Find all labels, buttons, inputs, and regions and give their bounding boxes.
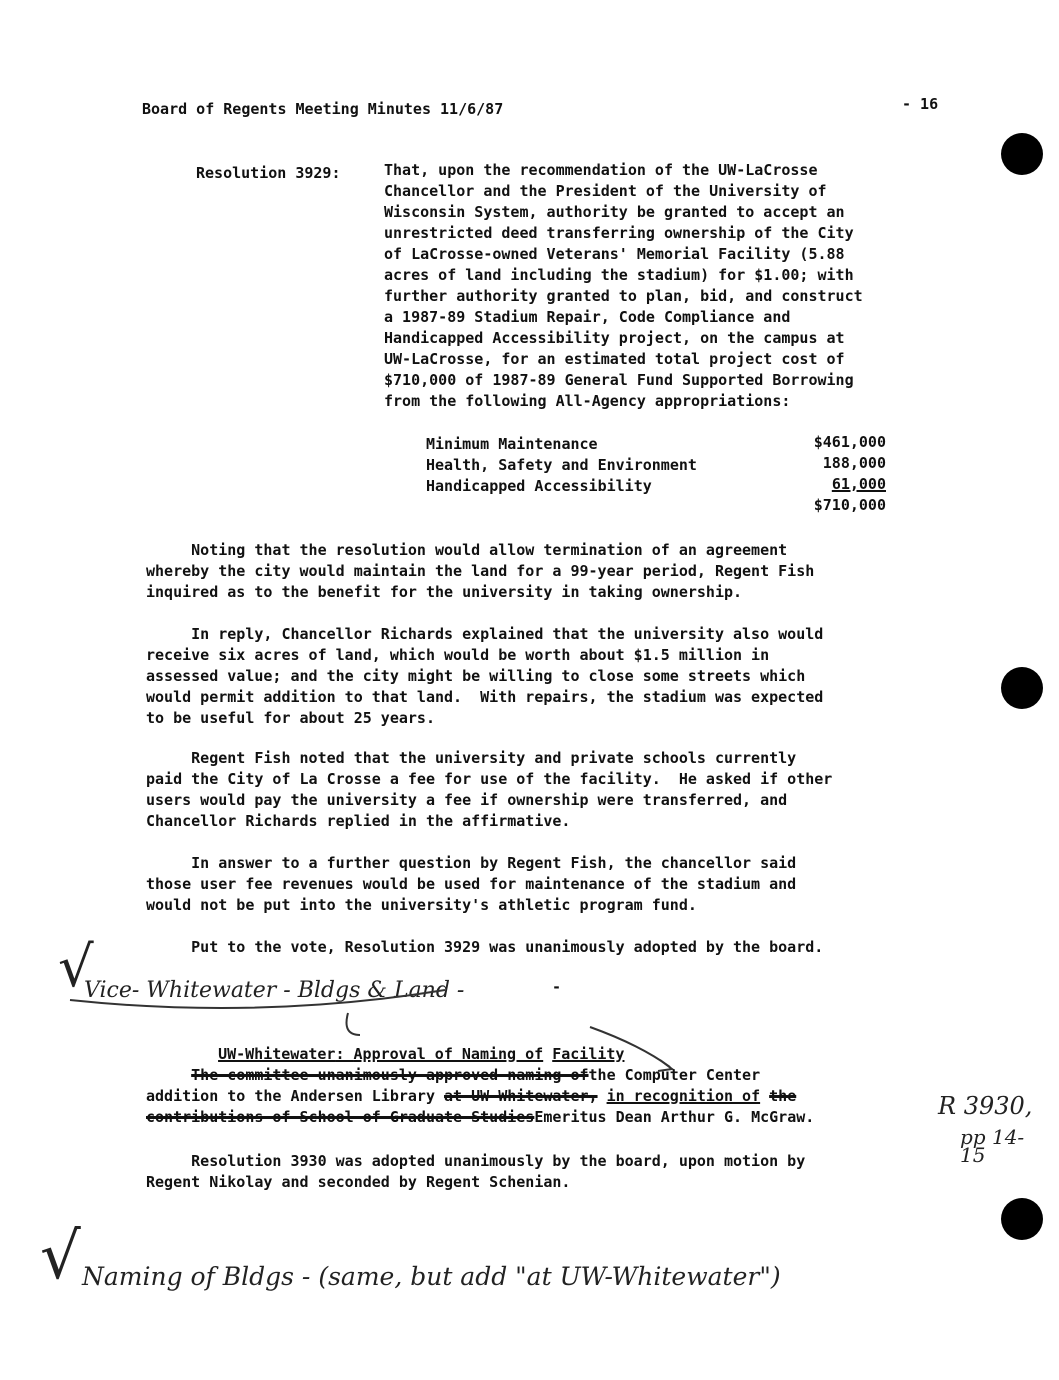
paragraph-line: would permit addition to that land. With repairs, the stadium was expected: [146, 688, 824, 706]
struck-whitewater: at UW-Whitewater,: [444, 1087, 598, 1105]
paragraph-line: assessed value; and the city might be willing to close some streets which: [146, 667, 806, 685]
resolution-line: Chancellor and the President of the University of: [384, 182, 827, 200]
paragraph-line: inquired as to the benefit for the university in taking ownership.: [146, 583, 743, 601]
heading-struck-facility: Facility: [552, 1045, 625, 1063]
struck-contributions: contributions of School of Graduate Studies: [146, 1108, 535, 1126]
resolution-line: of LaCrosse-owned Veterans' Memorial Facility (5.88: [384, 245, 845, 263]
stray-dash: -: [552, 978, 562, 996]
resolution-line: UW-LaCrosse, for an estimated total project cost of: [384, 350, 845, 368]
resolution-line: Wisconsin System, authority be granted to accept an: [384, 203, 845, 221]
paragraph-line: Chancellor Richards replied in the affirmative.: [146, 812, 571, 830]
punch-hole-middle: [1001, 667, 1043, 709]
paragraph-line: would not be put into the university's athletic program fund.: [146, 896, 697, 914]
resolution-line: unrestricted deed transferring ownership of the City: [384, 224, 854, 242]
resolution-line: from the following All-Agency appropriations:: [384, 392, 791, 410]
paragraph-line: Resolution 3930 was adopted unanimously by the board, upon motion by: [146, 1152, 806, 1170]
paragraph-line: whereby the city would maintain the land for a 99-year period, Regent Fish: [146, 562, 815, 580]
appropriation-amount: 188,000: [822, 454, 886, 472]
resolution-line: a 1987-89 Stadium Repair, Code Compliance and: [384, 308, 791, 326]
paragraph-line: In answer to a further question by Regent Fish, the chancellor said: [146, 854, 797, 872]
handwritten-note-naming: Naming of Bldgs - (same, but add "at UW-Whitewater"): [82, 1262, 781, 1291]
appropriation-total: $710,000: [813, 496, 886, 514]
paragraph-line: paid the City of La Crosse a fee for use of the facility. He asked if other: [146, 770, 833, 788]
handwritten-checkmark: √: [40, 1220, 81, 1294]
page-title: Board of Regents Meeting Minutes 11/6/87: [142, 100, 504, 118]
resolution-line: $710,000 of 1987-89 General Fund Supported Borrowing: [384, 371, 854, 389]
struck-committee-text: The committee unanimously approved naming of: [191, 1066, 589, 1084]
naming-line-1: The committee unanimously approved naming ofthe Computer Center: [191, 1066, 761, 1084]
appropriation-name: Minimum Maintenance: [426, 435, 598, 453]
resolution-line: Handicapped Accessibility project, on the campus at: [384, 329, 845, 347]
page-number: - 16: [902, 95, 939, 113]
paragraph-line: Regent Nikolay and seconded by Regent Schenian.: [146, 1173, 571, 1191]
handwritten-resolution-number: R 3930,: [938, 1092, 1033, 1120]
handwritten-checkmark: √: [58, 935, 94, 1000]
naming-line-3: contributions of School of Graduate StudiesEmeritus Dean Arthur G. McGraw.: [146, 1108, 815, 1126]
section-heading: UW-Whitewater: Approval of Naming of Facility: [218, 1045, 625, 1063]
resolution-line: further authority granted to plan, bid, and construct: [384, 287, 863, 305]
handwritten-page-ref: pp 14-15: [960, 1125, 1025, 1167]
appropriation-amount: 61,000: [831, 475, 886, 493]
paragraph-line: those user fee revenues would be used for maintenance of the stadium and: [146, 875, 797, 893]
punch-hole-top: [1001, 133, 1043, 175]
paragraph-line: to be useful for about 25 years.: [146, 709, 435, 727]
appropriation-name: Health, Safety and Environment: [426, 456, 697, 474]
punch-hole-bottom: [1001, 1198, 1043, 1240]
paragraph-line: users would pay the university a fee if ownership were transferred, and: [146, 791, 788, 809]
resolution-line: That, upon the recommendation of the UW-LaCrosse: [384, 161, 818, 179]
paragraph-line: Put to the vote, Resolution 3929 was unanimously adopted by the board.: [146, 938, 824, 956]
handwritten-insert-arrow: [340, 1005, 680, 1075]
resolution-line: acres of land including the stadium) for $1.00; with: [384, 266, 854, 284]
heading-text: Approval of Naming of: [353, 1045, 544, 1063]
paragraph-line: Regent Fish noted that the university and private schools currently: [146, 749, 797, 767]
handwritten-note-whitewater: Vice- Whitewater - Bldgs & Land -: [84, 978, 465, 1003]
paragraph-line: In reply, Chancellor Richards explained that the university also would: [146, 625, 824, 643]
naming-line-2: addition to the Andersen Library at UW-Whitewater, in recognition of the: [146, 1087, 797, 1105]
paragraph-line: Noting that the resolution would allow termination of an agreement: [146, 541, 788, 559]
resolution-label: Resolution 3929:: [196, 164, 341, 182]
appropriation-amount: $461,000: [813, 433, 886, 451]
heading-struck-campus: UW-Whitewater: [218, 1045, 336, 1063]
appropriation-name: Handicapped Accessibility: [426, 477, 652, 495]
paragraph-line: receive six acres of land, which would be worth about $1.5 million in: [146, 646, 770, 664]
